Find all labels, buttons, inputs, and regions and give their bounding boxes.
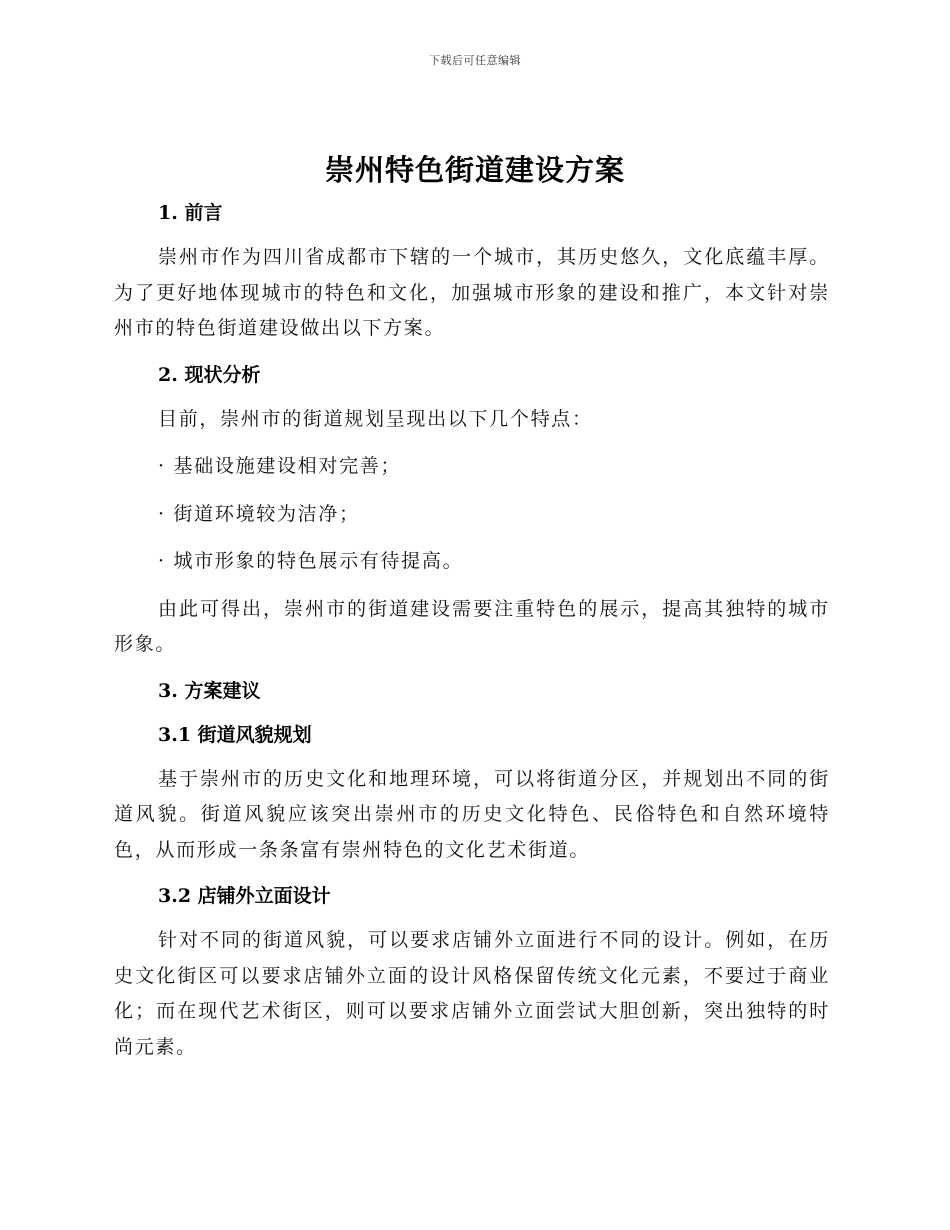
- bullet-item: · 基础设施建设相对完善；: [158, 455, 402, 477]
- subsection-heading-street-planning: 3.1 街道风貌规划: [158, 723, 312, 746]
- subsection-heading-facade-design: 3.2 店铺外立面设计: [158, 885, 331, 907]
- bullet-item: · 城市形象的特色展示有待提高。: [158, 550, 464, 572]
- section-heading-preface: 1. 前言: [158, 202, 223, 224]
- document-title: 崇州特色街道建设方案: [324, 153, 625, 187]
- paragraph-preface: 崇州市作为四川省成都市下辖的一个城市，其历史悠久，文化底蕴丰厚。为了更好地体现城市的特色和文化，加强城市形象的建设和推广，本文针对崇州市的特色街道建设做出以下方案。: [114, 246, 830, 339]
- paragraph-status-intro: 目前，崇州市的街道规划呈现出以下几个特点：: [158, 407, 593, 430]
- section-heading-status-analysis: 2. 现状分析: [158, 363, 261, 386]
- paragraph-facade-design: 针对不同的街道风貌，可以要求店铺外立面进行不同的设计。例如，在历史文化街区可以要求店铺外立面的设计风格保留传统文化元素，不要过于商业化；而在现代艺术街区，则可以要求店铺外立面尝试大胆创新，突出独特的时尚元素。: [114, 929, 830, 1058]
- document-body: [114, 196, 830, 1065]
- paragraph-street-planning: 基于崇州市的历史文化和地理环境，可以将街道分区，并规划出不同的街道风貌。街道风貌应该突出崇州市的历史文化特色、民俗特色和自然环境特色，从而形成一条条富有崇州特色的文化艺术街道。: [114, 767, 830, 861]
- bullet-item: · 街道环境较为洁净；: [158, 502, 360, 525]
- section-heading-proposals: 3. 方案建议: [158, 679, 261, 702]
- page-header: 下载后可任意编辑: [429, 54, 521, 67]
- paragraph-status-conclusion: 由此可得出，崇州市的街道建设需要注重特色的展示，提高其独特的城市形象。: [114, 597, 830, 655]
